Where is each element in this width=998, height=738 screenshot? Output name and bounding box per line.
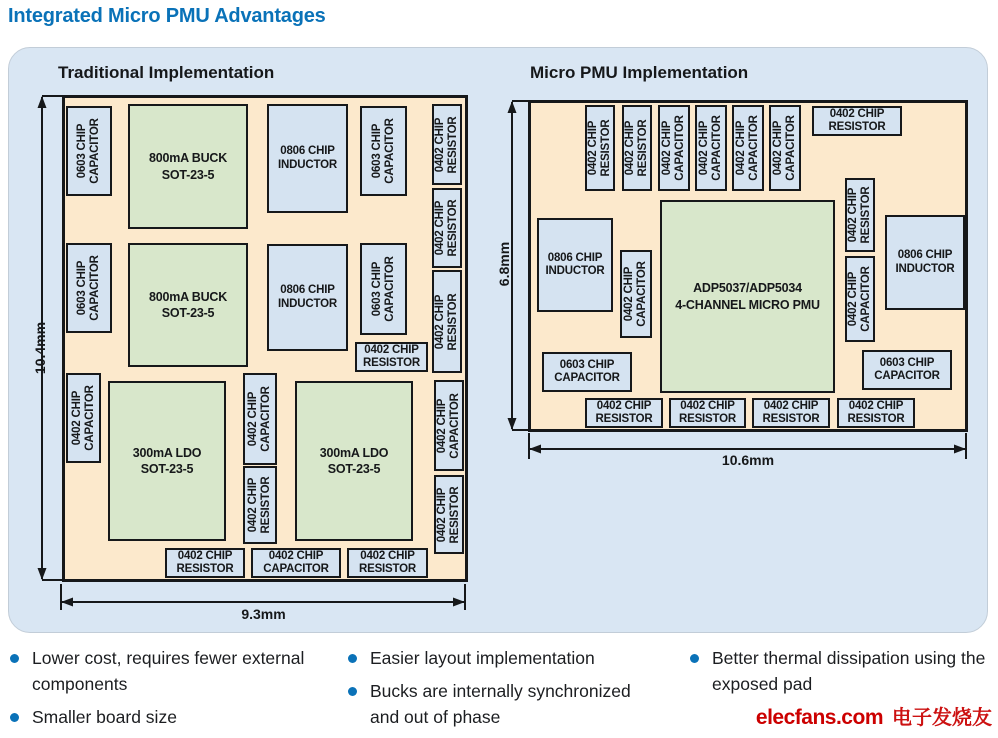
component-label: 0806 CHIP INDUCTOR <box>278 284 337 310</box>
board-traditional <box>62 95 468 582</box>
component-label: 0402 CHIP RESISTOR <box>363 343 420 369</box>
component-label: 0402 CHIP CAPACITOR <box>622 261 648 327</box>
component-label: 0402 CHIP CAPACITOR <box>263 549 329 575</box>
component-0603-chip-capacitor <box>66 106 112 196</box>
board-micro-pmu <box>528 100 968 432</box>
component-label: 0806 CHIP INDUCTOR <box>278 145 337 171</box>
component-label: 0402 CHIP RESISTOR <box>586 119 612 177</box>
component-0603-chip-capacitor <box>360 243 407 335</box>
component-0603-chip-capacitor <box>542 352 632 392</box>
component-label: 0402 CHIP RESISTOR <box>435 486 461 543</box>
component-0402-chip-resistor <box>347 548 428 578</box>
component-0402-chip-capacitor <box>695 105 727 191</box>
component-0402-chip-capacitor <box>243 373 277 465</box>
bullet-text: Bucks are internally synchronized and out of phase <box>370 680 631 727</box>
component-0402-chip-resistor <box>243 466 277 544</box>
board-title-micro-pmu: Micro PMU Implementation <box>530 63 749 82</box>
component-label: 0603 CHIP CAPACITOR <box>75 255 101 321</box>
component-0806-chip-inductor <box>537 218 613 312</box>
component-label: 800mA BUCK SOT-23-5 <box>148 289 228 320</box>
component-label: 0402 CHIP RESISTOR <box>679 399 736 425</box>
component-label: 0402 CHIP RESISTOR <box>433 293 459 350</box>
component-label: 0603 CHIP CAPACITOR <box>370 256 396 322</box>
bullet-item <box>10 705 332 731</box>
component-label: 0402 CHIP CAPACITOR <box>435 392 461 459</box>
component-0402-chip-resistor <box>845 178 875 252</box>
component-0402-chip-resistor <box>432 104 462 185</box>
component-0603-chip-capacitor <box>66 243 112 333</box>
watermark-chinese-text: 电子发烧友 <box>892 705 992 729</box>
component-label: 0806 CHIP INDUCTOR <box>895 249 955 275</box>
component-label: 0603 CHIP CAPACITOR <box>370 118 396 184</box>
component-0402-chip-resistor <box>812 106 902 136</box>
bullet-dot-icon <box>690 654 699 663</box>
component-0402-chip-resistor <box>165 548 245 578</box>
component-label: ADP5037/ADP5034 4-CHANNEL MICRO PMU <box>675 281 820 312</box>
component-label: 0402 CHIP RESISTOR <box>762 399 820 425</box>
bullet-dot-icon <box>348 687 357 696</box>
bullet-column-2 <box>348 646 648 738</box>
component-800ma-buck-sot-23-5 <box>128 243 248 367</box>
component-0806-chip-inductor <box>267 244 348 351</box>
component-label: 0402 CHIP RESISTOR <box>433 116 459 173</box>
component-label: 0402 CHIP CAPACITOR <box>70 385 96 451</box>
component-label: 800mA BUCK SOT-23-5 <box>148 151 228 182</box>
dimension-height-label-micro: 6.8mm <box>496 241 512 287</box>
bullet-dot-icon <box>10 713 19 722</box>
component-label: 0402 CHIP RESISTOR <box>847 399 905 425</box>
component-300ma-ldo-sot-23-5 <box>108 381 226 541</box>
component-label: 0402 CHIP RESISTOR <box>623 119 649 177</box>
dimension-height-label-traditional: 10.4mm <box>32 321 48 375</box>
component-label: 0402 CHIP RESISTOR <box>246 476 272 534</box>
component-0806-chip-inductor <box>885 215 965 310</box>
bullet-item <box>348 646 648 672</box>
component-0402-chip-capacitor <box>66 373 101 463</box>
component-label: 0402 CHIP CAPACITOR <box>660 115 686 181</box>
bullet-text: Better thermal dissipation using the exposed pad <box>712 648 986 694</box>
bullet-text: Lower cost, requires fewer external components <box>32 648 305 694</box>
component-0402-chip-resistor <box>355 342 428 372</box>
component-0402-chip-capacitor <box>620 250 652 338</box>
component-label: 0402 CHIP RESISTOR <box>176 549 234 575</box>
component-label: 0402 CHIP RESISTOR <box>359 549 416 575</box>
component-label: 0603 CHIP CAPACITOR <box>75 118 101 184</box>
component-label: 300mA LDO SOT-23-5 <box>319 445 389 476</box>
component-0402-chip-resistor <box>752 398 830 428</box>
component-0402-chip-capacitor <box>732 105 764 191</box>
board-title-traditional: Traditional Implementation <box>58 63 275 82</box>
watermark-logo: elecfans.com <box>755 706 883 729</box>
component-0402-chip-resistor <box>837 398 915 428</box>
dimension-width-label-micro: 10.6mm <box>721 452 775 468</box>
watermark <box>756 701 992 730</box>
component-label: 0402 CHIP RESISTOR <box>433 199 459 257</box>
bullet-column-3 <box>690 646 996 705</box>
component-0402-chip-resistor <box>622 105 652 191</box>
bullet-text: Easier layout implementation <box>370 648 595 668</box>
component-label: 0402 CHIP CAPACITOR <box>771 115 797 181</box>
component-300ma-ldo-sot-23-5 <box>295 381 413 541</box>
component-label: 0402 CHIP RESISTOR <box>846 186 872 244</box>
component-0603-chip-capacitor <box>360 106 407 196</box>
component-800ma-buck-sot-23-5 <box>128 104 248 229</box>
component-0402-chip-capacitor <box>251 548 341 578</box>
component-0402-chip-resistor <box>434 475 464 554</box>
bullet-text: Smaller board size <box>32 706 177 727</box>
component-0806-chip-inductor <box>267 104 348 213</box>
component-0402-chip-capacitor <box>658 105 690 191</box>
component-label: 0603 CHIP CAPACITOR <box>874 356 940 382</box>
dimension-width-label-traditional: 9.3mm <box>241 606 286 622</box>
component-0402-chip-capacitor <box>769 105 801 191</box>
bullet-item <box>690 646 996 698</box>
component-0603-chip-capacitor <box>862 350 952 390</box>
component-label: 0402 CHIP CAPACITOR <box>846 266 872 332</box>
component-adp5037-adp5034-4-channel-micro-pmu <box>660 200 835 393</box>
component-0402-chip-capacitor <box>434 380 464 471</box>
page-title: Integrated Micro PMU Advantages <box>8 5 326 27</box>
component-label: 0806 CHIP INDUCTOR <box>545 251 605 277</box>
component-label: 0402 CHIP RESISTOR <box>828 107 886 133</box>
component-label: 0402 CHIP CAPACITOR <box>697 115 723 181</box>
component-0402-chip-resistor <box>669 398 746 428</box>
component-0402-chip-capacitor <box>845 256 875 342</box>
component-label: 0402 CHIP CAPACITOR <box>246 386 272 452</box>
component-0402-chip-resistor <box>432 188 462 268</box>
bullet-item <box>348 679 648 731</box>
component-label: 0402 CHIP RESISTOR <box>595 399 653 425</box>
bullet-dot-icon <box>348 654 357 663</box>
component-label: 0603 CHIP CAPACITOR <box>554 358 620 384</box>
bullet-item <box>10 646 332 698</box>
component-label: 0402 CHIP CAPACITOR <box>734 115 760 181</box>
component-0402-chip-resistor <box>585 105 615 191</box>
component-0402-chip-resistor <box>585 398 663 428</box>
bullet-dot-icon <box>10 654 19 663</box>
component-0402-chip-resistor <box>432 270 462 373</box>
bullet-column-1 <box>10 646 332 738</box>
component-label: 300mA LDO SOT-23-5 <box>132 445 202 476</box>
